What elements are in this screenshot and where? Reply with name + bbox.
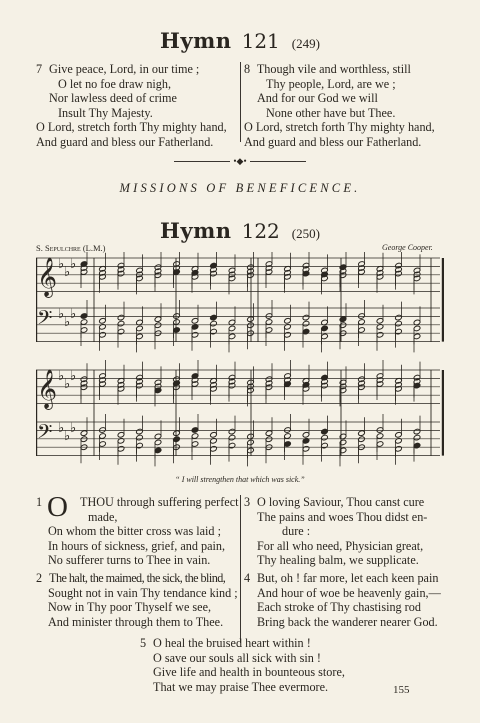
verse-line: O heal the bruised heart within ! bbox=[153, 636, 311, 650]
tune-name: S. Sepulchre (L.M.) bbox=[36, 243, 106, 253]
verse-line: The halt, the maimed, the sick, the blind, bbox=[49, 571, 226, 585]
hymn-122-verse-1-rest bbox=[48, 524, 225, 568]
hymn-122-verse-4 bbox=[244, 571, 441, 629]
verse-line: And guard and bless our Fatherland. bbox=[36, 134, 214, 149]
verse-line: Give peace, Lord, in our time ; bbox=[49, 62, 200, 76]
verse-line: Give life and health in bounteous store, bbox=[153, 665, 345, 680]
hymn-122-verse-2 bbox=[36, 571, 238, 629]
verse-number: 8 bbox=[244, 62, 251, 76]
verse-line: No sufferer turns to Thee in vain. bbox=[48, 553, 211, 568]
hymn-word: Hymn bbox=[160, 218, 232, 243]
hymn-word: Hymn bbox=[160, 28, 232, 53]
ornament-icon: •◆• bbox=[0, 154, 480, 168]
hymn-number: 121 bbox=[241, 29, 280, 53]
verse-line: O let no foe draw nigh, bbox=[58, 76, 172, 91]
flat-icon: ♭ bbox=[58, 421, 65, 436]
flat-icon: ♭ bbox=[64, 315, 71, 330]
verse-line: Though vile and worthless, still bbox=[256, 62, 411, 76]
verse-line: Nor lawless deed of crime bbox=[49, 91, 177, 106]
verse-line: Insult Thy Majesty. bbox=[58, 105, 153, 120]
verse-line: O loving Saviour, Thou canst cure bbox=[257, 495, 425, 509]
hymn-alt-number: (250) bbox=[291, 226, 320, 241]
verse-line: made, bbox=[88, 509, 118, 524]
column-divider bbox=[240, 62, 241, 142]
music-score bbox=[36, 252, 444, 474]
flat-icon: ♭ bbox=[58, 307, 65, 322]
verse-line: And guard and bless our Fatherland. bbox=[244, 134, 422, 149]
composer: George Cooper. bbox=[382, 243, 433, 252]
verse-line: O save our souls all sick with sin ! bbox=[153, 650, 321, 665]
flat-icon: ♭ bbox=[64, 265, 71, 280]
hymn-122-verse-1 bbox=[36, 495, 46, 510]
hymn-122-verse-5 bbox=[140, 636, 345, 694]
tune-meter: (L.M.) bbox=[82, 243, 106, 253]
verse-line: Each stroke of Thy chastising rod bbox=[257, 600, 421, 615]
flat-icon: ♭ bbox=[70, 257, 77, 272]
verse-number: 1 bbox=[36, 495, 43, 509]
hymn-122-verse-3 bbox=[244, 495, 427, 568]
hymn-alt-number: (249) bbox=[291, 36, 320, 51]
verse-line: On whom the bitter cross was laid ; bbox=[48, 524, 221, 538]
verse-line: Sought not in vain Thy tendance kind ; bbox=[48, 585, 238, 600]
page-number: 155 bbox=[393, 684, 410, 696]
section-heading: MISSIONS OF BENEFICENCE. bbox=[119, 181, 361, 195]
flat-icon: ♭ bbox=[64, 377, 71, 392]
hymn-121-verse-7 bbox=[36, 62, 227, 150]
flat-icon: ♭ bbox=[70, 369, 77, 384]
hymn-122-verse-1-opening bbox=[80, 495, 239, 524]
flat-icon: ♭ bbox=[64, 429, 71, 444]
verse-line: For all who need, Physician great, bbox=[257, 538, 424, 553]
verse-line: THOU through suffering perfect bbox=[80, 495, 239, 509]
verse-line: And hour of woe be heavenly gain,— bbox=[257, 585, 441, 600]
treble-clef-icon: 𝄞 bbox=[37, 257, 58, 297]
verse-line: In hours of sickness, grief, and pain, bbox=[48, 538, 226, 553]
verse-line: Thy people, Lord, are we ; bbox=[266, 76, 396, 91]
scripture-caption: “ I will strengthen that which was sick.” bbox=[175, 475, 305, 484]
hymn-121-title bbox=[0, 28, 480, 53]
verse-line: The pains and woes Thou didst en- bbox=[257, 509, 428, 524]
verse-number: 4 bbox=[244, 571, 251, 585]
verse-line: Now in Thy poor Thyself we see, bbox=[48, 600, 212, 615]
verse-line: Bring back the wanderer nearer God. bbox=[257, 614, 438, 629]
verse-line: O Lord, stretch forth Thy mighty hand, bbox=[244, 120, 435, 135]
verse-line: That we may praise Thee evermore. bbox=[153, 679, 329, 694]
verse-line: But, oh ! far more, let each keen pain bbox=[257, 571, 439, 585]
verse-line: O Lord, stretch forth Thy mighty hand, bbox=[36, 120, 227, 135]
flat-icon: ♭ bbox=[58, 257, 65, 272]
drop-cap: O bbox=[47, 491, 68, 523]
hymn-121-verse-8 bbox=[244, 62, 435, 150]
flat-icon: ♭ bbox=[70, 307, 77, 322]
verse-number: 3 bbox=[244, 495, 251, 509]
verse-number: 7 bbox=[36, 62, 43, 76]
verse-line: And minister through them to Thee. bbox=[48, 614, 224, 629]
verse-number: 2 bbox=[36, 571, 43, 585]
hymn-122-title bbox=[0, 218, 480, 243]
verse-line: dure : bbox=[282, 524, 311, 539]
verse-line: None other have but Thee. bbox=[266, 105, 396, 120]
flat-icon: ♭ bbox=[70, 421, 77, 436]
bass-clef-icon: 𝄢 bbox=[37, 306, 53, 334]
hymn-number: 122 bbox=[241, 219, 280, 243]
column-divider bbox=[240, 495, 241, 643]
verse-line: And for our God we will bbox=[257, 91, 378, 106]
bass-clef-icon: 𝄢 bbox=[37, 420, 53, 448]
flat-icon: ♭ bbox=[58, 369, 65, 384]
verse-number: 5 bbox=[140, 636, 147, 650]
treble-clef-icon: 𝄞 bbox=[37, 369, 58, 409]
verse-line: Thy healing balm, we supplicate. bbox=[257, 553, 419, 568]
